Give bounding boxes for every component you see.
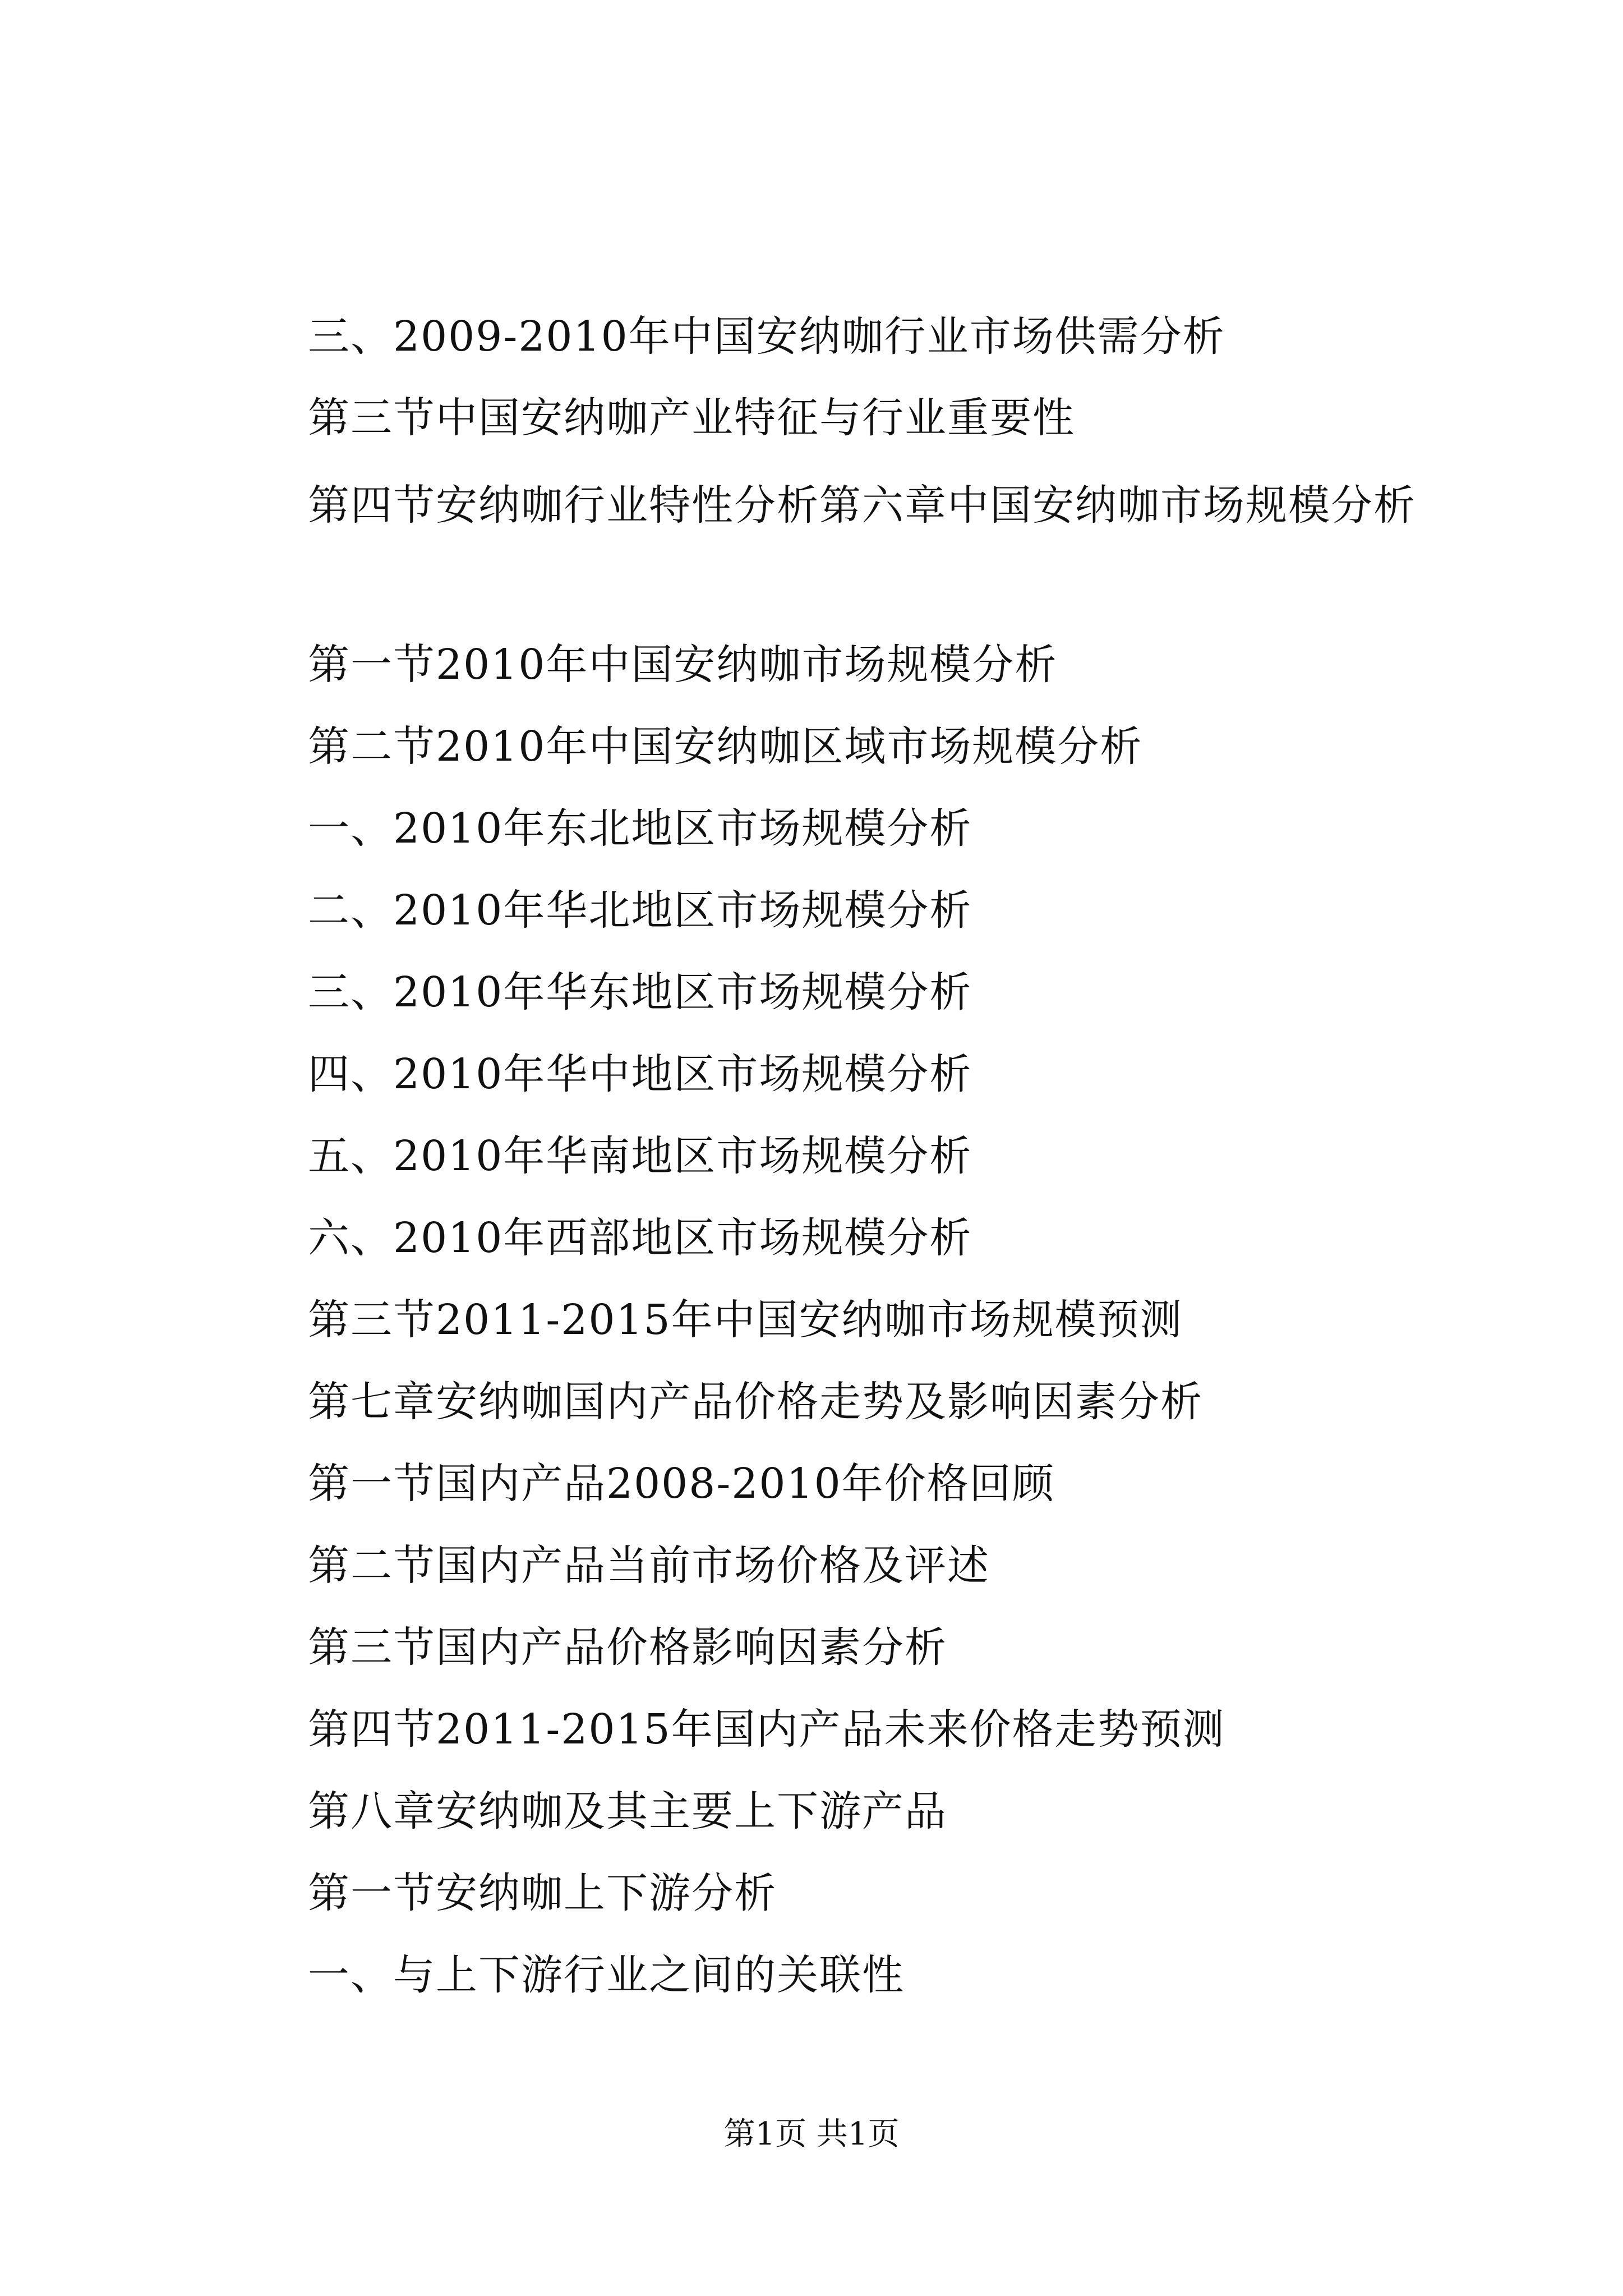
toc-line: 第二节国内产品当前市场价格及评述: [308, 1542, 990, 1590]
toc-line: 第三节国内产品价格影响因素分析: [308, 1623, 947, 1672]
toc-line: 三、2010年华东地区市场规模分析: [308, 968, 972, 1016]
toc-line: 三、2009-2010年中国安纳咖行业市场供需分析: [308, 312, 1225, 361]
toc-line-wrapped: 第四节安纳咖行业特性分析第六章中国安纳咖市场规模分析: [308, 481, 1416, 530]
toc-line: 六、2010年西部地区市场规模分析: [308, 1214, 972, 1262]
toc-line: 第四节2011-2015年国内产品未来价格走势预测: [308, 1705, 1225, 1754]
toc-line: 第一节2010年中国安纳咖市场规模分析: [308, 641, 1058, 689]
toc-line: 第二节2010年中国安纳咖区域市场规模分析: [308, 723, 1143, 771]
toc-line: 第八章安纳咖及其主要上下游产品: [308, 1787, 947, 1835]
toc-line: 第三节中国安纳咖产业特征与行业重要性: [308, 394, 1075, 442]
toc-line: 第三节2011-2015年中国安纳咖市场规模预测: [308, 1296, 1183, 1344]
toc-line: 第一节安纳咖上下游分析: [308, 1869, 777, 1917]
toc-line: 一、与上下游行业之间的关联性: [308, 1951, 905, 1999]
toc-line: 二、2010年华北地区市场规模分析: [308, 886, 972, 935]
toc-line: 第一节国内产品2008-2010年价格回顾: [308, 1460, 1055, 1508]
page-footer: 第1页 共1页: [723, 2116, 900, 2152]
toc-line: 四、2010年华中地区市场规模分析: [308, 1050, 972, 1098]
toc-line: 第七章安纳咖国内产品价格走势及影响因素分析: [308, 1378, 1203, 1426]
toc-line: 一、2010年东北地区市场规模分析: [308, 804, 972, 853]
toc-line: 五、2010年华南地区市场规模分析: [308, 1132, 972, 1180]
